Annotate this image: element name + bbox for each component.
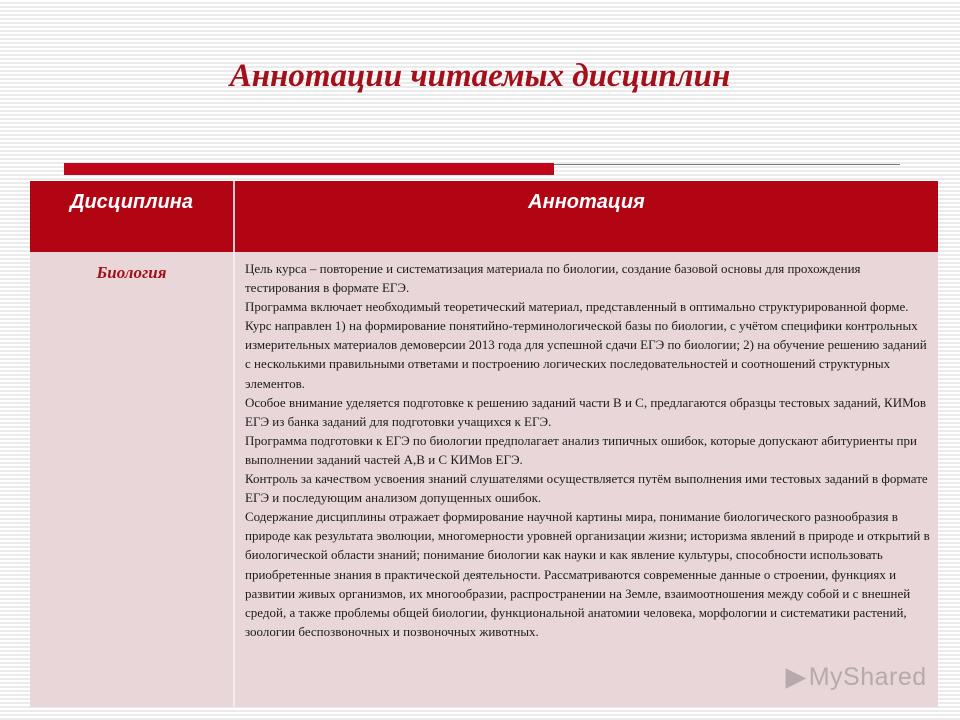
header-discipline: [30, 181, 234, 252]
annotation-paragraph: Контроль за качеством усвоения знаний слушателями осуществляется путём выполнения ими тестовых заданий в формате ЕГЭ и последующим анализом допущенных ошибок.: [245, 471, 928, 506]
annotation-paragraph: Программа подготовки к ЕГЭ по биологии предполагает анализ типичных ошибок, которые допускают абитуриенты при выполнении заданий частей А,В и С КИМов ЕГЭ.: [245, 432, 917, 467]
title-underline-rule: [554, 164, 900, 165]
annotation-paragraph: Программа включает необходимый теоретический материал, представленный в оптимально структурированной форме. Курс направлен 1) на формирование понятийно-терминологической базы по биологии, с учётом специфики контрольных измерительных материалов демоверсии 2013 года для успешной сдачи ЕГЭ по биологии; 2) на обучение решению заданий с несколькими правильными ответами и построению логических последовательностей и соотношений структурных элементов.: [245, 299, 927, 391]
discipline-cell: [30, 252, 234, 707]
table-row: [30, 252, 938, 707]
annotation-paragraph: Содержание дисциплины отражает формирование научной картины мира, понимание биологического разнообразия в природе как результата эволюции, многомерности уровней организации жизни; историзма явлений в природе и открытий в биологической области знаний; понимание биологии как науки и как явление культуры, способности использовать приобретенные знания в практической деятельности. Рассматриваются современные данные о строении, функциях и развитии живых организмов, их многообразии, распространении на Земле, взаимоотношения между собой и с внешней средой, а также проблемы общей биологии, функциональной анатомии человека, морфологии и систематики растений, зоологии беспозвоночных и позвоночных животных.: [245, 509, 930, 639]
title-underline-bar: [64, 163, 554, 175]
annotation-cell: [234, 252, 938, 707]
annotation-paragraph: Цель курса – повторение и систематизация материала по биологии, создание базовой основы для прохождения тестирования в формате ЕГЭ.: [245, 261, 861, 296]
watermark-text: MyShared: [808, 663, 927, 691]
header-annotation-label: Аннотация: [528, 191, 645, 213]
header-annotation: [234, 181, 938, 252]
disciplines-table: [30, 181, 938, 707]
watermark-logo: [786, 662, 927, 692]
myshared-logo-icon: ▶: [786, 663, 806, 691]
discipline-name: Биология: [96, 263, 167, 282]
header-discipline-label: Дисциплина: [70, 191, 193, 213]
slide-title: Аннотации читаемых дисциплин: [229, 58, 731, 94]
annotation-paragraph: Особое внимание уделяется подготовке к решению заданий части В и С, предлагаются образцы тестовых заданий, КИМов ЕГЭ из банка заданий для подготовки учащихся к ЕГЭ.: [245, 394, 926, 429]
annotation-text: [235, 252, 938, 641]
table-header-row: [30, 181, 938, 252]
